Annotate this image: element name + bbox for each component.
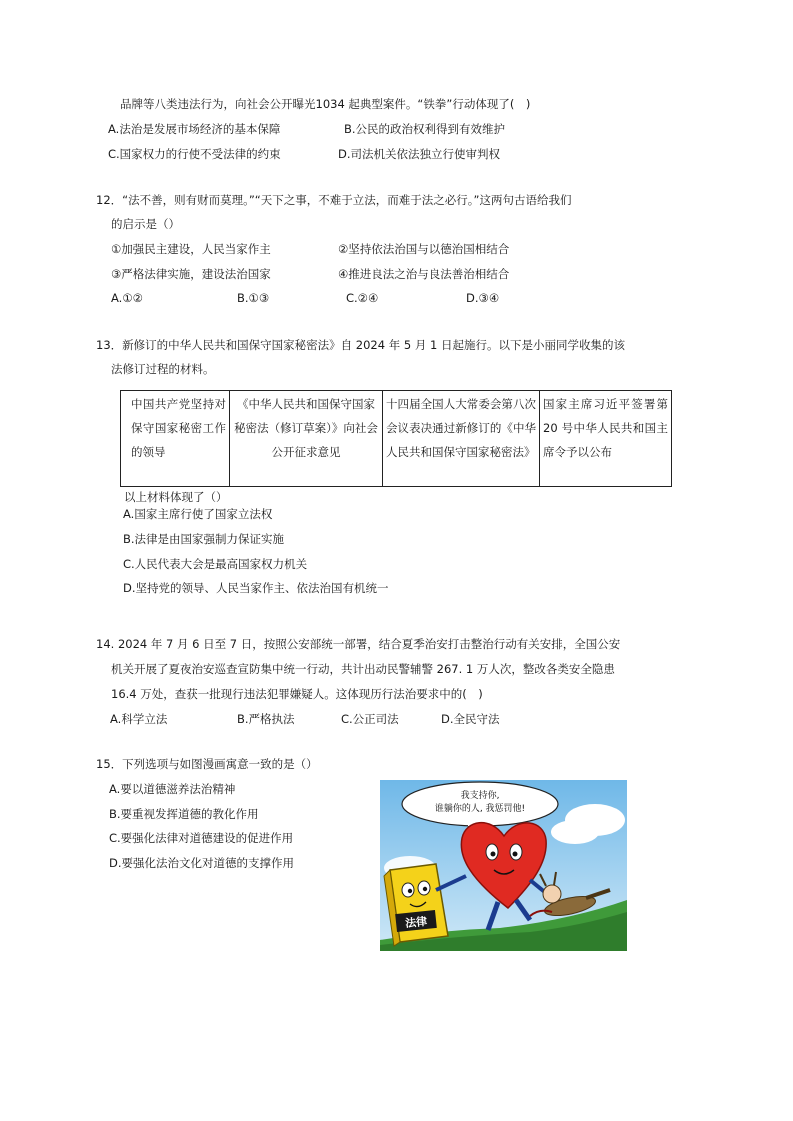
q12-option-c[interactable]: C.②④ bbox=[346, 291, 379, 305]
q14-option-a[interactable]: A.科学立法 bbox=[110, 712, 168, 726]
q11-option-a[interactable]: A.法治是发展市场经济的基本保障 bbox=[108, 122, 281, 136]
q14-stem-line1: 14. 2024 年 7 月 6 日至 7 日，按照公安部统一部署，结合夏季治安打击整治行动有关安排，全国公安 bbox=[96, 637, 621, 651]
q15-stem: 15．下列选项与如图漫画寓意一致的是（） bbox=[96, 757, 318, 771]
q15-option-b[interactable]: B.要重视发挥道德的教化作用 bbox=[109, 807, 259, 821]
q15-option-a[interactable]: A.要以道德滋养法治精神 bbox=[109, 782, 236, 796]
q11-option-c[interactable]: C.国家权力的行使不受法律的约束 bbox=[108, 147, 281, 161]
q11-option-d[interactable]: D.司法机关依法独立行使审判权 bbox=[338, 147, 501, 161]
q13-option-d[interactable]: D.坚持党的领导、人民当家作主、依法治国有机统一 bbox=[123, 581, 389, 595]
bubble-text-line1: 我支持你, bbox=[460, 791, 500, 801]
q12-stem-line2: 的启示是（） bbox=[111, 217, 180, 231]
book-label: 法律 bbox=[404, 914, 428, 931]
q12-item-4: ④推进良法之治与良法善治相结合 bbox=[338, 267, 510, 281]
q11-option-b[interactable]: B.公民的政治权利得到有效维护 bbox=[344, 122, 506, 136]
law-morality-cartoon bbox=[380, 780, 627, 951]
q13-stem-line1: 13．新修订的中华人民共和国保守国家秘密法》自 2024 年 5 月 1 日起施行。以下是小丽同学收集的该 bbox=[96, 338, 625, 352]
q13-material-table bbox=[120, 390, 672, 487]
q14-stem-line3: 16.4 万处，查获一批现行违法犯罪嫌疑人。这体现历行法治要求中的( ) bbox=[111, 687, 483, 701]
q12-item-2: ②坚持依法治国与以德治国相结合 bbox=[338, 242, 510, 256]
q13-question: 以上材料体现了（） bbox=[124, 490, 228, 504]
q13-stem-line2: 法修订过程的材料。 bbox=[111, 362, 215, 376]
q14-stem-line2: 机关开展了夏夜治安巡查宣防集中统一行动，共计出动民警辅警 267. 1 万人次，整改各类安全隐患 bbox=[111, 662, 615, 676]
q14-option-c[interactable]: C.公正司法 bbox=[341, 712, 399, 726]
q13-option-c[interactable]: C.人民代表大会是最高国家权力机关 bbox=[123, 557, 308, 571]
q12-option-a[interactable]: A.①② bbox=[111, 291, 143, 305]
q12-stem-line1: 12．“法不善，则有财而莫理。”“天下之事，不难于立法，而难于法之必行。”这两句古语给我们 bbox=[96, 193, 572, 207]
q15-option-d[interactable]: D.要强化法治文化对道德的支撑作用 bbox=[109, 856, 295, 870]
cartoon-drawing bbox=[380, 780, 627, 951]
q12-item-3: ③严格法律实施，建设法治国家 bbox=[111, 267, 271, 281]
q14-option-b[interactable]: B.严格执法 bbox=[237, 712, 295, 726]
q12-item-1: ①加强民主建设，人民当家作主 bbox=[111, 242, 271, 256]
q13-option-b[interactable]: B.法律是由国家强制力保证实施 bbox=[123, 532, 285, 546]
q12-option-d[interactable]: D.③④ bbox=[466, 291, 500, 305]
table-cell-npc: 十四届全国人大常委会第八次会议表决通过新修订的《中华人民共和国保守国家秘密法》 bbox=[383, 391, 540, 487]
table-row bbox=[121, 391, 672, 487]
bubble-text-line2: 谁躺你的人, 我惩罚他! bbox=[434, 804, 526, 814]
table-cell-party: 中国共产党坚持对保守国家秘密工作的领导 bbox=[121, 391, 230, 487]
table-cell-president: 国家主席习近平签署第 20 号中华人民共和国主席令予以公布 bbox=[540, 391, 672, 487]
q15-option-c[interactable]: C.要强化法律对道德建设的促进作用 bbox=[109, 831, 294, 845]
q13-option-a[interactable]: A.国家主席行使了国家立法权 bbox=[123, 507, 273, 521]
q14-option-d[interactable]: D.全民守法 bbox=[441, 712, 500, 726]
table-cell-draft: 《中华人民共和国保守国家秘密法（修订草案）》向社会公开征求意见 bbox=[230, 391, 383, 487]
q11-stem-continuation: 品牌等八类违法行为，向社会公开曝光1034 起典型案件。“铁拳”行动体现了( ) bbox=[120, 97, 531, 111]
q12-option-b[interactable]: B.①③ bbox=[237, 291, 270, 305]
